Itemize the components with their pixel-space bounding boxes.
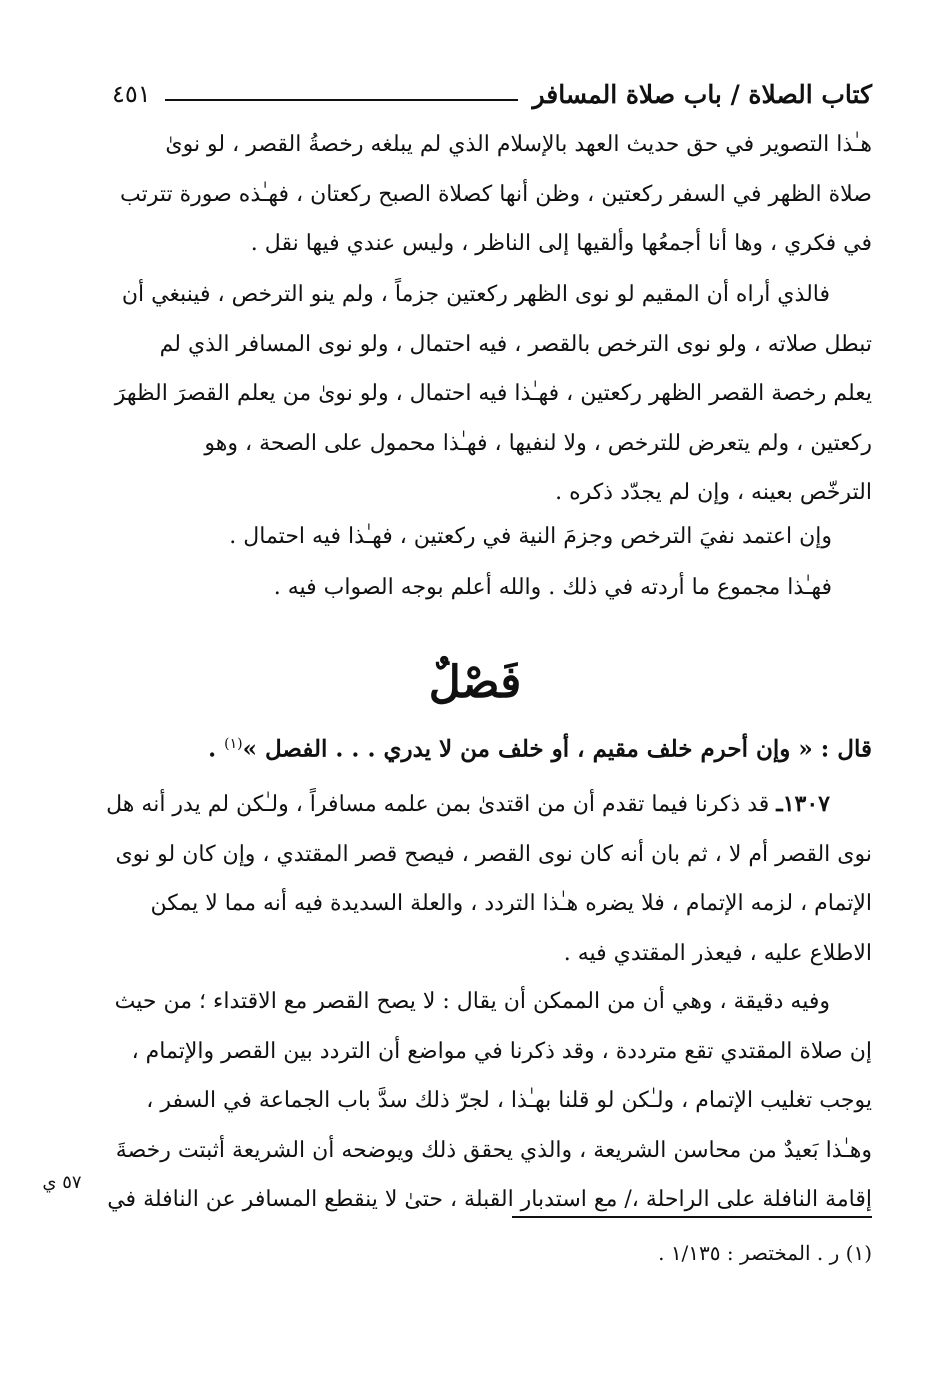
footnote bbox=[96, 1233, 872, 1273]
text-line: فالذي أراه أن المقيم لو نوى الظهر ركعتين جزماً ، ولم ينو الترخص ، فينبغي أن bbox=[121, 282, 830, 307]
text-line: في فكري ، وها أنا أجمعُها وألقيها إلى الناظر ، وليس عندي فيها نقل . bbox=[250, 231, 872, 256]
text-line: الإتمام ، لزمه الإتمام ، فلا يضره هـٰذا التردد ، والعلة السديدة فيه أنه مما لا يمكن bbox=[150, 891, 872, 916]
footnote-reference: (١) bbox=[224, 736, 243, 752]
text-line: وفيه دقيقة ، وهي أن من الممكن أن يقال : لا يصح القصر مع الاقتداء ؛ من حيث bbox=[114, 989, 830, 1014]
text-line: يعلم رخصة القصر الظهر ركعتين ، فهـٰذا فيه احتمال ، ولو نوىٰ من يعلم القصرَ الظهرَ bbox=[114, 381, 872, 406]
header-title: كتاب الصلاة / باب صلاة المسافر bbox=[532, 79, 872, 109]
said-quote: « وإن أحرم خلف مقيم ، أو خلف من لا يدري . . . الفصل » bbox=[242, 735, 813, 763]
text-line: نوى القصر أم لا ، ثم بان أنه كان نوى القصر ، فيصح قصر المقتدي ، وإن كان لو نوى bbox=[115, 841, 872, 867]
text-line: وهـٰذا بَعيدٌ من محاسن الشريعة ، والذي يحقق ذلك ويوضحه أن الشريعة أثبتت رخصةَ bbox=[115, 1137, 872, 1163]
header-rule bbox=[165, 99, 519, 101]
paragraph-1307 bbox=[96, 780, 872, 978]
text-line: صلاة الظهر في السفر ركعتين ، وظن أنها كصلاة الصبح ركعتان ، فهـٰذه صورة تترتب bbox=[120, 181, 872, 207]
text-line: إن صلاة المقتدي تقع مترددة ، وقد ذكرنا في مواضع أن التردد بين القصر والإتمام ، bbox=[131, 1038, 872, 1064]
manuscript-margin-note: ٥٧ ي bbox=[42, 1172, 82, 1193]
paragraph-intent: وإن اعتمد نفيَ الترخص وجزمَ النية في ركعتين ، فهـٰذا فيه احتمال . bbox=[229, 524, 832, 549]
said-end: . bbox=[208, 735, 217, 763]
text-line: الترخّص بعينه ، وإن لم يجدّد ذكره . bbox=[555, 480, 872, 505]
running-header bbox=[112, 72, 872, 116]
footnote-marker: (١) bbox=[845, 1241, 872, 1265]
paragraph-continuation bbox=[96, 120, 872, 269]
paragraph-number: ١٣٠٧ـ bbox=[776, 791, 830, 817]
text-line: ركعتين ، ولم يتعرض للترخص ، ولا لنفيها ، فهـٰذا محمول على الصحة ، وهو bbox=[204, 430, 872, 456]
said-prefix: قال : bbox=[820, 735, 872, 763]
paragraph-summary: فهـٰذا مجموع ما أردته في ذلك . والله أعلم بوجه الصواب فيه . bbox=[273, 575, 832, 600]
text-line: ١٣٠٧ـ قد ذكرنا فيما تقدم أن من اقتدىٰ بمن علمه مسافراً ، ولـٰكن لم يدر أنه هل bbox=[106, 791, 830, 817]
paragraph-opinion bbox=[96, 270, 872, 518]
text-line: تبطل صلاته ، ولو نوى الترخص بالقصر ، فيه احتمال ، ولو نوى المسافر الذي لم bbox=[159, 331, 872, 357]
text-line: الاطلاع عليه ، فيعذر المقتدي فيه . bbox=[563, 940, 872, 966]
section-ornament: فَصْلٌ bbox=[428, 657, 522, 708]
text-line: هـٰذا التصوير في حق حديث العهد بالإسلام الذي لم يبلغه رخصةُ القصر ، لو نوىٰ bbox=[165, 132, 872, 157]
paragraph-subtlety bbox=[96, 977, 872, 1225]
text-line: يوجب تغليب الإتمام ، ولـٰكن لو قلنا بهـٰذا ، لجرّ ذلك سدَّ باب الجماعة في السفر ، bbox=[146, 1088, 872, 1113]
page-number: ٤٥١ bbox=[112, 80, 151, 108]
text-line: إقامة النافلة على الراحلة ،/ مع استدبار القبلة ، حتىٰ لا ينقطع المسافر عن النافلة في bbox=[107, 1187, 872, 1212]
footnote-divider bbox=[512, 1216, 872, 1218]
footnote-text: ر . المختصر : ١/١٣٥ . bbox=[658, 1241, 840, 1265]
section-quote bbox=[96, 720, 872, 774]
